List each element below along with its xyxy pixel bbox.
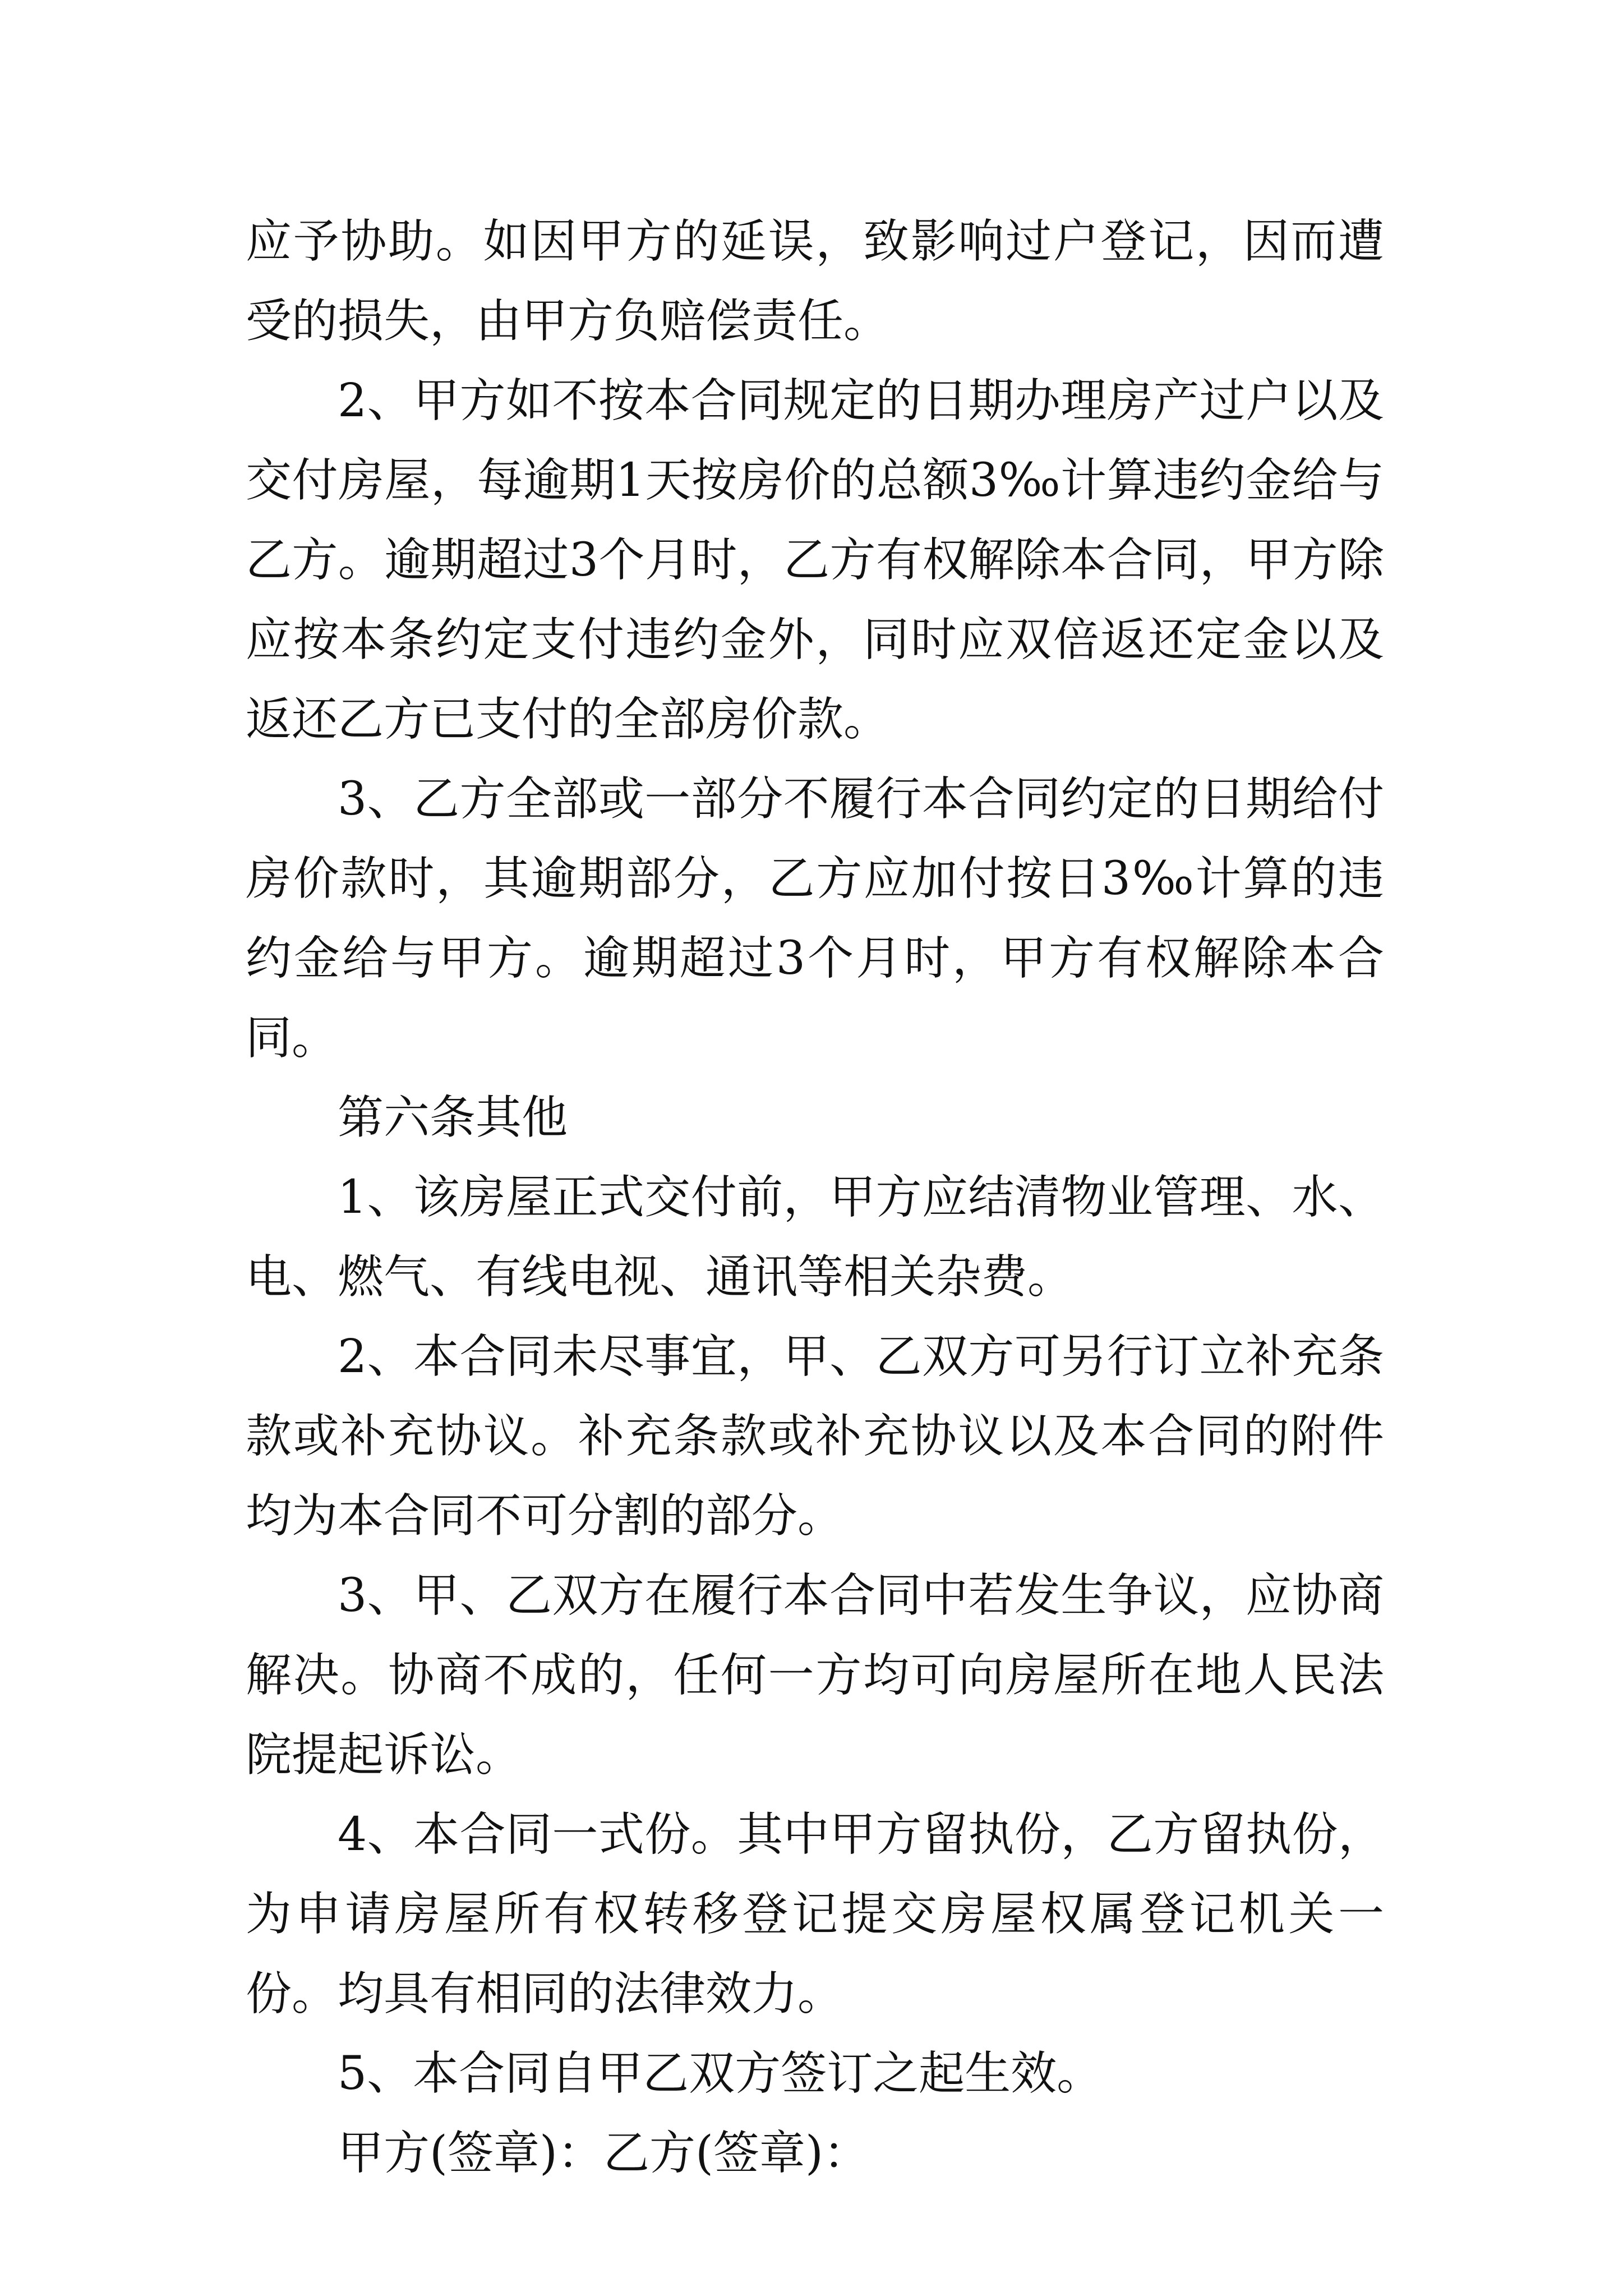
section-heading-article-6: 第六条其他 (338, 1091, 568, 1144)
signature-line: 甲方(签章)：乙方(签章)： (338, 2127, 869, 2180)
paragraph-article6-item-4: 4、本合同一式份。其中甲方留执份，乙方留执份，为申请房屋所有权转移登记提交房屋权属登记机关一份。均具有相同的法律效力。 (246, 1808, 1384, 2021)
paragraph-continuation: 应予协助。如因甲方的延误，致影响过户登记，因而遭受的损失，由甲方负赔偿责任。 (246, 215, 1384, 348)
paragraph-article6-item-2: 2、本合同未尽事宜，甲、乙双方可另行订立补充条款或补充协议。补充条款或补充协议以及本合同的附件均为本合同不可分割的部分。 (246, 1330, 1384, 1543)
paragraph-clause-3-buyer-breach: 3、乙方全部或一部分不履行本合同约定的日期给付房价款时，其逾期部分，乙方应加付按日3‰计算的违约金给与甲方。逾期超过3个月时，甲方有权解除本合同。 (246, 772, 1384, 1065)
paragraph-clause-2-seller-breach: 2、甲方如不按本合同规定的日期办理房产过户以及交付房屋，每逾期1天按房价的总额3‰计算违约金给与乙方。逾期超过3个月时，乙方有权解除本合同，甲方除应按本条约定支付违约金外，同时应双倍返还定金以及返还乙方已支付的全部房价款。 (246, 374, 1384, 746)
contract-text-body (246, 202, 1384, 2193)
paragraph-article6-item-5: 5、本合同自甲乙双方签订之起生效。 (338, 2047, 1103, 2100)
paragraph-article6-item-3: 3、甲、乙双方在履行本合同中若发生争议，应协商解决。协商不成的，任何一方均可向房屋所在地人民法院提起诉讼。 (246, 1569, 1384, 1782)
paragraph-article6-item-1: 1、该房屋正式交付前，甲方应结清物业管理、水、电、燃气、有线电视、通讯等相关杂费。 (246, 1171, 1384, 1304)
